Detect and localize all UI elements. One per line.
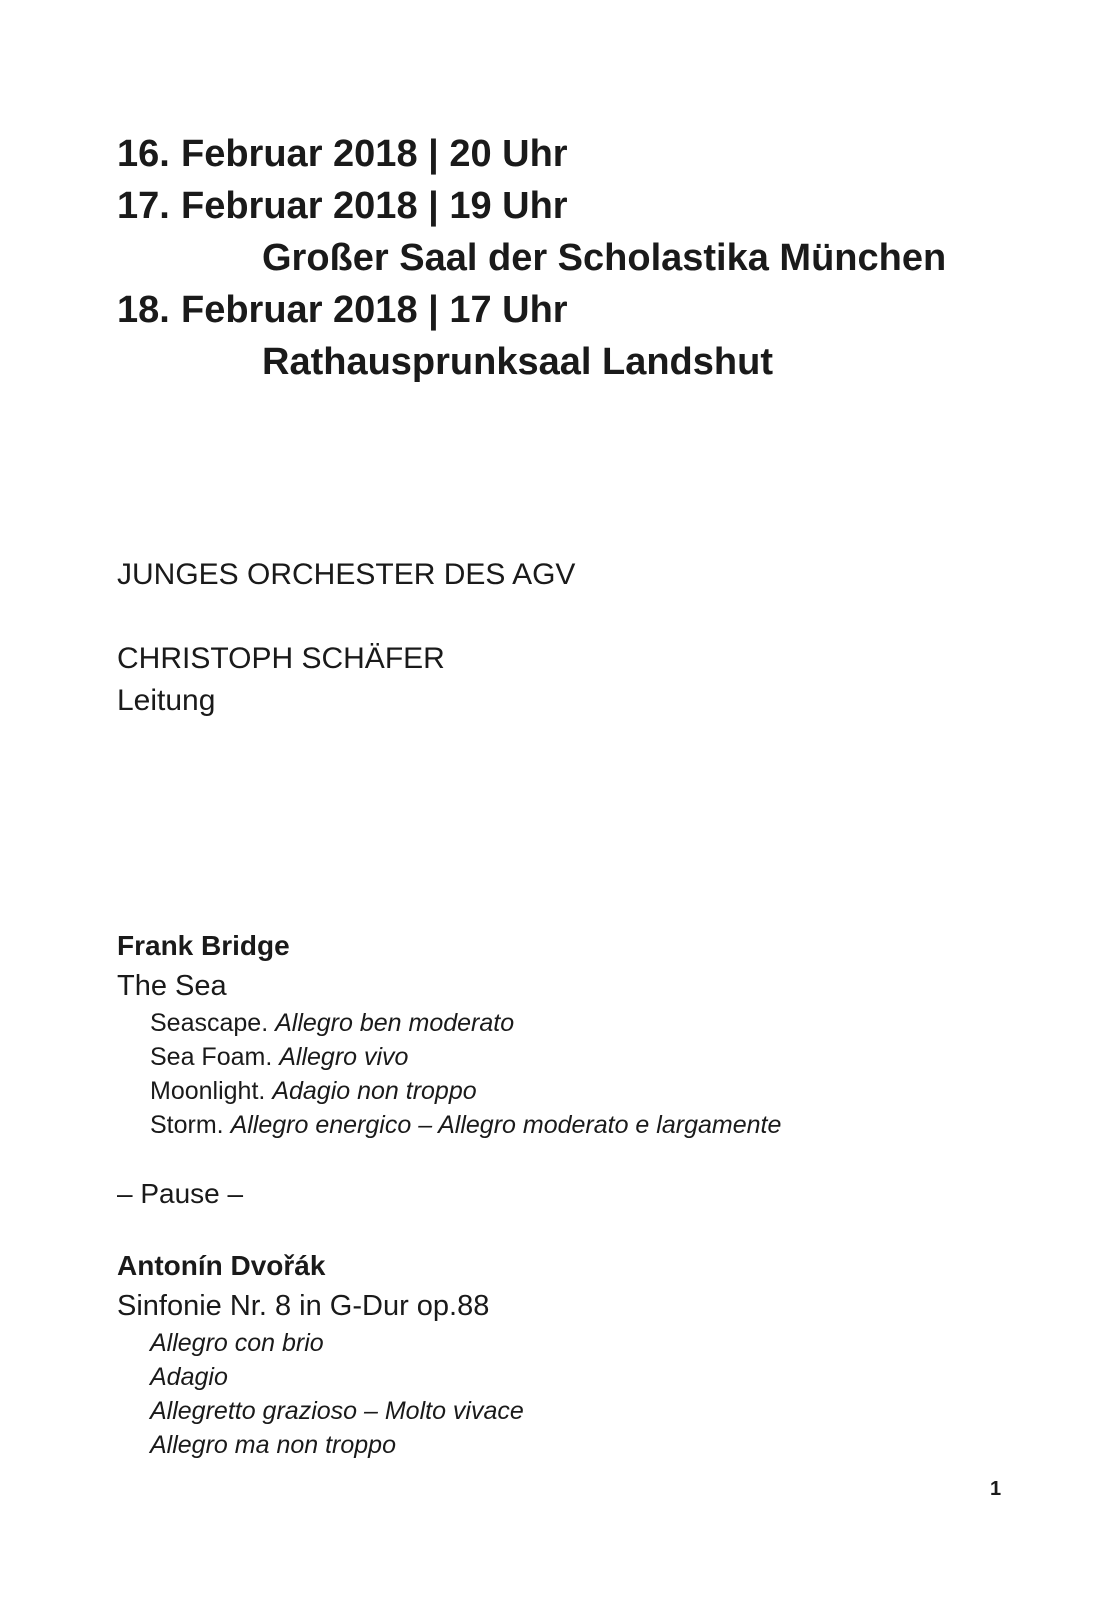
movement-tempo: Allegretto grazioso – Molto vivace: [150, 1397, 524, 1425]
performers: [117, 554, 1017, 722]
conductor-name: CHRISTOPH SCHÄFER: [117, 642, 445, 675]
movement-item: [117, 1428, 1057, 1462]
movement-tempo: Allegro con brio: [150, 1329, 324, 1357]
orchestra-name: JUNGES ORCHESTER DES AGV: [117, 558, 576, 591]
venue-landshut: Rathausprunksaal Landshut: [262, 341, 773, 383]
movement-item: [117, 1360, 1057, 1394]
movement-tempo: Adagio: [150, 1363, 228, 1391]
date-text: Februar 2018 | 19 Uhr: [181, 185, 568, 227]
composer-bridge: Frank Bridge: [117, 930, 290, 961]
date-text: Februar 2018 | 17 Uhr: [181, 289, 568, 331]
movement-item: [117, 1108, 1057, 1142]
intermission: – Pause –: [117, 1178, 244, 1209]
concert-dates: [117, 128, 1077, 388]
composer-dvorak: Antonín Dvořák: [117, 1250, 326, 1281]
date-day: 18.: [117, 289, 170, 331]
movement-title: Storm.: [150, 1111, 224, 1139]
date-line-2: [117, 180, 1077, 232]
movement-item: [117, 1394, 1057, 1428]
date-day: 17.: [117, 185, 170, 227]
page-number: 1: [990, 1478, 1002, 1500]
movement-title: Sea Foam.: [150, 1043, 273, 1071]
movement-tempo: Allegro ben moderato: [275, 1009, 515, 1037]
movement-tempo: Allegro vivo: [279, 1043, 409, 1071]
movement-tempo: Allegro energico – Allegro moderato e largamente: [230, 1111, 782, 1139]
movement-item: [117, 1040, 1057, 1074]
movement-title: Seascape.: [150, 1009, 269, 1037]
date-line-1: [117, 128, 1077, 180]
programme: [117, 926, 1057, 1462]
work-symphony-8: Sinfonie Nr. 8 in G-Dur op.88: [117, 1290, 490, 1322]
work-the-sea: The Sea: [117, 970, 227, 1002]
conductor-role: Leitung: [117, 684, 216, 717]
date-line-3: [117, 284, 1077, 336]
date-day: 16.: [117, 133, 170, 175]
movement-item: [117, 1326, 1057, 1360]
movement-item: [117, 1006, 1057, 1040]
movement-title: Moonlight.: [150, 1077, 266, 1105]
venue-munich: Großer Saal der Scholastika München: [262, 237, 947, 279]
movement-tempo: Adagio non troppo: [272, 1077, 477, 1105]
movement-tempo: Allegro ma non troppo: [150, 1431, 396, 1459]
movement-item: [117, 1074, 1057, 1108]
date-text: Februar 2018 | 20 Uhr: [181, 133, 568, 175]
